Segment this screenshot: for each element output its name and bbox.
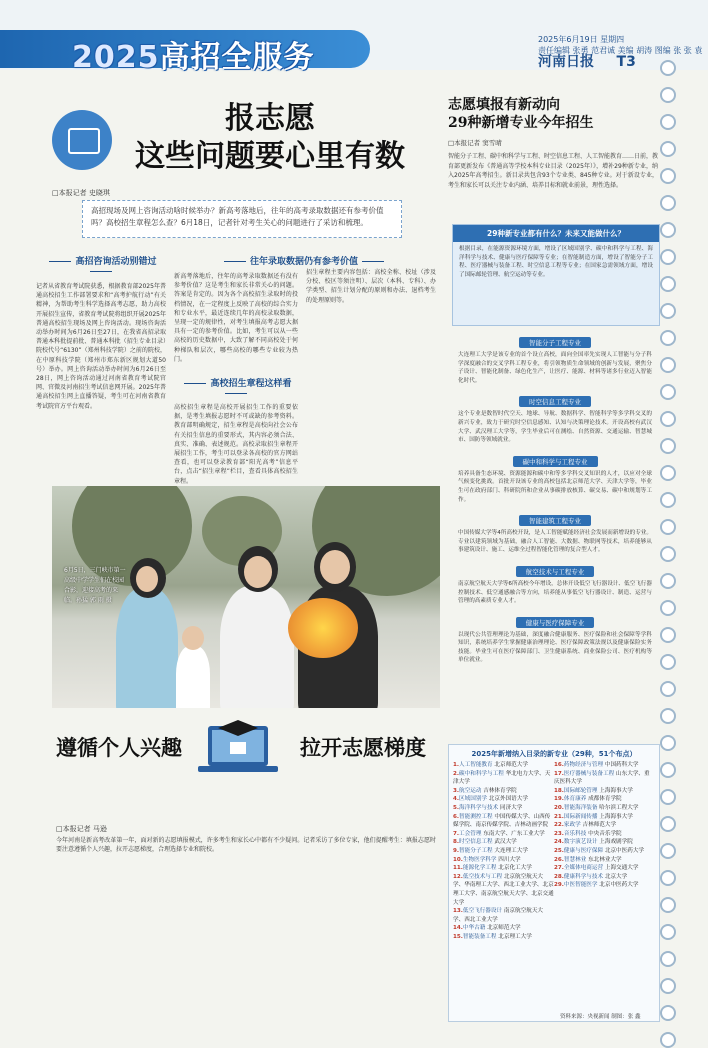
list-item [554,761,655,770]
new-majors-list [448,744,660,1022]
list-item-major: 碳中和科学与工程 [459,770,506,777]
list-item-number: 27. [554,865,564,872]
major-section [452,449,658,504]
list-item [554,873,655,882]
list-item [453,847,554,856]
list-item-major: 中华古籍 [462,925,488,932]
list-item-school: 北京理工大学 [498,933,532,940]
header-date: 2025年6月19日 星期四 [538,35,625,44]
major-section-title: 智能分子工程专业 [519,337,591,348]
list-item-number: 14. [453,925,463,932]
list-item [453,804,554,813]
list-item [554,856,655,865]
list-item-number: 12. [453,873,463,880]
list-item-major: 国际邮轮管理 [563,787,600,794]
list-item-school: 北京师范大学 [494,762,528,768]
headline-line-1: 报志愿 [225,101,315,136]
intro-box: 高招现场及网上咨询活动啥时候举办？新高考落地后，往年的高考录取数据还有参考价值吗？高校招生章程怎么查？6月18日，记者针对考生关心的问题进行了采访和梳理。 [82,200,402,238]
sub-heading-1: 高招咨询活动别错过 [36,254,166,277]
major-section-title: 健康与医疗保障专业 [516,617,595,628]
list-item-number: 11. [453,865,463,872]
list-item [453,787,554,796]
list-item-school: 北京中医药大学 [604,847,645,854]
major-section-title: 航空技术与工程专业 [516,566,595,577]
list-item [554,821,655,830]
list-item-major: 航空运动 [459,787,484,794]
list-item-number: 18. [554,787,564,794]
major-section [452,610,658,665]
list-item-major: 工会管理 [459,830,484,837]
list-item-school: 山东大学、重庆医科大学 [554,770,650,786]
list-item [554,787,655,796]
list-item-school: 华北电力大学、天津大学 [453,770,551,786]
list-item [453,907,554,924]
list-item-major: 全媒体电商运营 [563,865,605,872]
list-item-major: 时空信息工程 [459,839,495,846]
list-item [554,847,655,856]
major-section [452,330,658,385]
list-item [554,881,655,890]
list-item-number: 6. [453,813,460,820]
list-item-major: 中医智能医学 [563,882,600,889]
list-item-major: 智慧林业 [563,856,589,863]
list-item-school: 北京大学 [604,873,628,880]
list-item [453,924,554,933]
list-item-number: 4. [453,796,460,803]
laptop-graduation-icon [186,716,290,778]
list-item-school: 上海交通大学 [604,865,639,872]
list-item-number: 15. [453,933,463,940]
list-item-number: 5. [453,804,460,811]
list-item-major: 区域国别学 [459,796,489,803]
list-item-school: 四川大学 [498,856,521,863]
list-item-school: 中国药科大学 [604,762,639,768]
list-item-school: 哈尔滨工程大学 [599,804,639,811]
list-item-school: 成都体育学院 [588,796,622,803]
list-item-major: 体育康养 [563,796,589,803]
question-box-body: 根据目录，在能源资源环境方面，增设了区域国别学、碳中和科学与工程、海洋科学与技术、健康与医疗保障等专业；在智能制造方面，增设了智能分子工程、医疗器械与装备工程、时空信息工程等专业；在国家急需领域方面，增设了国际邮轮管理、航空运动等专业。 [459,246,653,278]
list-item-major: 国际新闻传播 [563,813,600,820]
list-item-number: 28. [554,873,564,880]
list-item-number: 13. [453,908,463,915]
list-item-major: 药物经济与管理 [563,762,605,768]
photo-caption: 6月5日，三门峡市第一高级中学学生们在校园合影，迎接高考的来临。孙猛 郭 雨 摄 [64,567,126,604]
major-section [452,508,658,555]
list-item [554,813,655,822]
list-item-school: 大连理工大学 [494,847,528,854]
list-item-major: 智能装备工程 [462,933,499,940]
list-item-major: 健康科学与技术 [563,873,605,880]
question-box [452,224,660,326]
banner-right: 拉开志愿梯度 [300,735,426,760]
list-item-major: 生物医学科学 [462,856,499,863]
list-item-number: 9. [453,847,460,854]
list-item-number: 24. [554,839,564,846]
list-item [453,813,554,830]
list-item [453,856,554,865]
list-item [554,795,655,804]
list-item-number: 25. [554,847,564,854]
major-sections [452,330,658,740]
list-item [453,873,554,907]
list-item-number: 7. [453,830,460,837]
header-year: 2025 [72,40,160,75]
chart-credit: 资料来源：央视新闻 制图：张 鑫 [560,1014,641,1020]
sub-heading-2: 往年录取数据仍有参考价值 [174,254,434,267]
list-item-major: 智能测控工程 [459,813,495,820]
list-item [453,830,554,839]
list-column-left [453,761,554,941]
section-title [72,32,332,75]
list-item-major: 能源化学工程 [462,865,499,872]
major-section-body: 南京航空航天大学等6所高校今年增设，总体开设低空飞行器设计、低空飞行器控制技术、低空通感融合等方向，培养能从事低空飞行器设计、制造、运营与管理的高素质专业人才。 [458,580,652,605]
list-item-school: 上海海事大学 [599,787,633,794]
list-item-school: 中国传媒大学、山西传媒学院、南京传媒学院、吉林动画学院 [453,813,551,829]
list-item-number: 17. [554,770,564,777]
article-2-text: 今年河南是新高考改革第一年，面对新的志愿填报模式，许多考生和家长心中都有不少疑问。记者采访了多位专家，他们提醒考生：填报志愿时要注意遵循个人兴趣，拉开志愿梯度，合理选择专业和院校。 [56,837,436,854]
list-item [453,864,554,873]
list-item [453,770,554,787]
list-item [453,838,554,847]
header-editors: 责任编辑 张勇 范君诚 美编 胡涛 图编 张 张 袁 [538,46,703,55]
col-2b-text: 高校招生章程是高校开展招生工作的重要依据，是考生填报志愿时不可或缺的参考资料。教育部明确规定，招生章程是高校向社会公布有关招生信息的重要形式，其内容必须合法、真实、准确、表述规范。高校录取招生章程开展招生工作，考生可以登录各高校的官方网站查看，也可以登录教育部“阳光高考”信息平台，点击“招生章程”栏目，查看具体高校招生章程。 [174,404,298,485]
list-item-school: 武汉大学 [494,839,517,846]
major-section-body: 这个专业是数智时代空天、地球、导航、数据科学、智能科学等多学科交叉的新兴专业，致力于研究时空信息感知、认知与决策理论技术。开设高校有武汉大学、武汉理工大学等，学生毕业后可在测绘、自然资源、交通运输、智慧城市、国防等领域就业。 [458,411,652,444]
list-item-major: 家政学 [563,822,583,829]
list-item-number: 26. [554,856,564,863]
major-section-body: 以现代公共管理理论为基础，深度融合健康服务、医疗保险和社会保障等学科知识，系统培养学生掌握健康治理理论、医疗保障政策法规以及健康保险实务技能。毕业生可在医疗保障部门、卫生健康系统、商业保险公司、医疗机构等单位就业。 [458,631,652,664]
header-info [538,34,708,68]
newspaper-logo: 河南日报 [538,54,594,70]
article-col-2 [174,254,358,499]
list-item-number: 16. [554,762,564,768]
list-column-right [554,761,655,941]
col-1-text: 记者从省教育考试院获悉，根据教育部2025年普通高校招生工作部署要求和“高考护航行动”有关精神，为帮助考生科学选择高考志愿，助力高校开展招生宣传，省教育考试院将组织开展2025年普通高校招生现场及网上咨询活动。现场咨询活动举办时间为6月26日至27日，在我省高招录取普通本科批提前批、普通本科批（招生专业目录）院校代号“6130”（郑州科技学院）之前的院校，在中原科技学院（郑州市郑东新区规划大道50号）举办。网上咨询活动举办时间为6月26日至28日，网上咨询活动通过河南省教育考试院官网、官微及河南招生考试信息网开展。2025年普通高校招生网上直播答疑，考生可在河南省教育考试院官方平台观看。 [36,283,166,410]
list-title: 2025年新增纳入目录的新专业（29种，51个布点） [471,750,637,758]
list-item-number: 2. [453,770,460,777]
list-item [453,933,554,942]
list-item-school: 同济大学 [499,804,523,811]
list-item [554,838,655,847]
list-item-major: 低空技术与工程 [462,873,504,880]
banner-left: 遵循个人兴趣 [56,735,182,760]
list-item-major: 人工智能教育 [459,762,495,768]
list-item-major: 健康与医疗保障 [563,847,605,854]
list-item-number: 10. [453,856,463,863]
list-item-number: 1. [453,762,460,768]
major-section-title: 时空信息工程专业 [519,396,591,407]
major-section-title: 碳中和科学与工程专业 [513,456,598,467]
list-item-school: 北京中医药大学 [599,882,639,889]
list-item [554,864,655,873]
list-item-major: 数字演艺设计 [563,839,600,846]
list-item-school: 北京航空航天大学、华南理工大学、西北工业大学、北京理工大学、南京航空航天大学、北京交通大学 [453,873,554,906]
major-section [452,389,658,444]
headline-line-2: 这些问题要心里有数 [135,139,405,174]
list-item-number: 19. [554,796,564,803]
question-box-title: 29种新专业都有什么？未来又能做什么？ [453,225,659,242]
major-section [452,559,658,606]
list-item-school: 东北林业大学 [588,856,622,863]
header-title-text: 高招全服务 [159,40,315,75]
list-item-number: 22. [554,822,564,829]
major-section-title: 智能建筑工程专业 [519,515,591,526]
list-item-major: 海洋科学与技术 [459,804,500,811]
list-item [554,804,655,813]
article-col-3 [306,268,436,468]
list-item-number: 21. [554,813,564,820]
list-item-major: 智能海洋装备 [563,804,600,811]
list-item-school: 北京化工大学 [498,865,532,872]
list-item-school: 北京外国语大学 [488,796,528,803]
main-headline [120,100,420,176]
list-item-major: 医疗器械与装备工程 [563,770,617,777]
article-col-1 [36,254,166,496]
notebook-icon [52,110,112,170]
major-section-body: 大连理工大学是该专业的首个设立高校，面向全国率先实现人工智能与分子科学深度融合的交叉学科工程专业，将引领物质生命领域的创新与发展，聚焦分子设计、智能化制备、绿色化生产，让医疗、能源、材料等诸多行业迈入智能化时代。 [458,352,652,384]
list-item-school: 吉林师范大学 [582,822,617,829]
list-item-school: 中央音乐学院 [588,830,622,837]
major-section-body: 中国传媒大学等4所高校开设，是人工智能赋能经济社会发展而新增设的专业。专业以建筑领域为基础，融合人工智能、大数据、物联网等技术，培养能够从事建筑设计、施工、运维全过程智能化管理的复合型人才。 [458,530,652,554]
sub-heading-3: 高校招生章程这样看 [174,376,298,399]
right-byline: □本报记者 窦雪晴 [448,139,502,147]
list-item-number: 8. [453,839,460,846]
list-item [554,770,655,787]
major-section-body: 培养具备生态环境、资源能源和碳中和等多学科交叉知识的人才，以应对全球气候变化挑战。首批开设该专业的高校包括北京师范大学、天津大学等，毕业生可在政府部门、科研院所和企业从事碳排放核算、碳交易、碳中和规划等工作。 [458,470,652,503]
list-item-school: 上海戏剧学院 [599,839,633,846]
list-item [554,830,655,839]
list-item-major: 低空飞行器设计 [462,908,504,915]
list-item-school: 南京航空航天大学、西北工业大学 [453,908,544,923]
right-headline: 志愿填报有新动向 29种新增专业今年招生 [448,97,594,131]
col-2-text: 新高考落地后，往年的高考录取数据还有没有参考价值？这是考生和家长非常关心的问题。答案是肯定的。因为各个高校招生录取时的投档情况，在一定程度上反映了高校的综合实力和专业水平，最近连续几年的高校录取数据，呈现一定的规律性，对考生填报高考志愿大据具有一定的参考价值。比如，考生可以从一些高校的历史数据中，大致了解不同高校处于何种梯队和层次，哪些高校的哪些专业较为热门。 [174,273,298,363]
list-item-number: 29. [554,882,564,889]
list-item-school: 上海海事大学 [599,813,633,820]
notebook-rings-decoration [660,60,678,1024]
list-item-school: 吉林体育学院 [483,787,517,794]
list-item [453,761,554,770]
list-item [453,795,554,804]
page-number: T3 [616,54,636,70]
right-intro: 智能分子工程、碳中和科学与工程、时空信息工程、人工智能教育……日前，教育部更新发布《普通高等学校本科专业目录（2025年）》，增补29种新专业，纳入2025年高考招生。新目录共包含93个专业类、845种专业。对于新设专业，考生和家长可以关注专业内涵、培养目标和就业前景，理性选择。 [448,153,659,189]
list-item-major: 音乐科技 [563,830,589,837]
list-item-school: 北京师范大学 [487,925,521,932]
list-item-school: 东南大学、广东工业大学 [483,830,545,837]
list-item-major: 智能分子工程 [459,847,495,854]
col-3-text: 招生章程主要内容包括：高校全称、校址（涉及分校、校区等须注明）、层次（本科、专科）、办学类型、招生计划分配的原则和办法、退档考生的处理原则等。 [306,269,436,304]
list-item-number: 20. [554,804,564,811]
list-item-number: 23. [554,830,564,837]
byline: □本报记者 史晓琪 [52,189,110,197]
list-item-number: 3. [453,787,460,794]
byline-2: □本报记者 马逊 [56,825,107,833]
